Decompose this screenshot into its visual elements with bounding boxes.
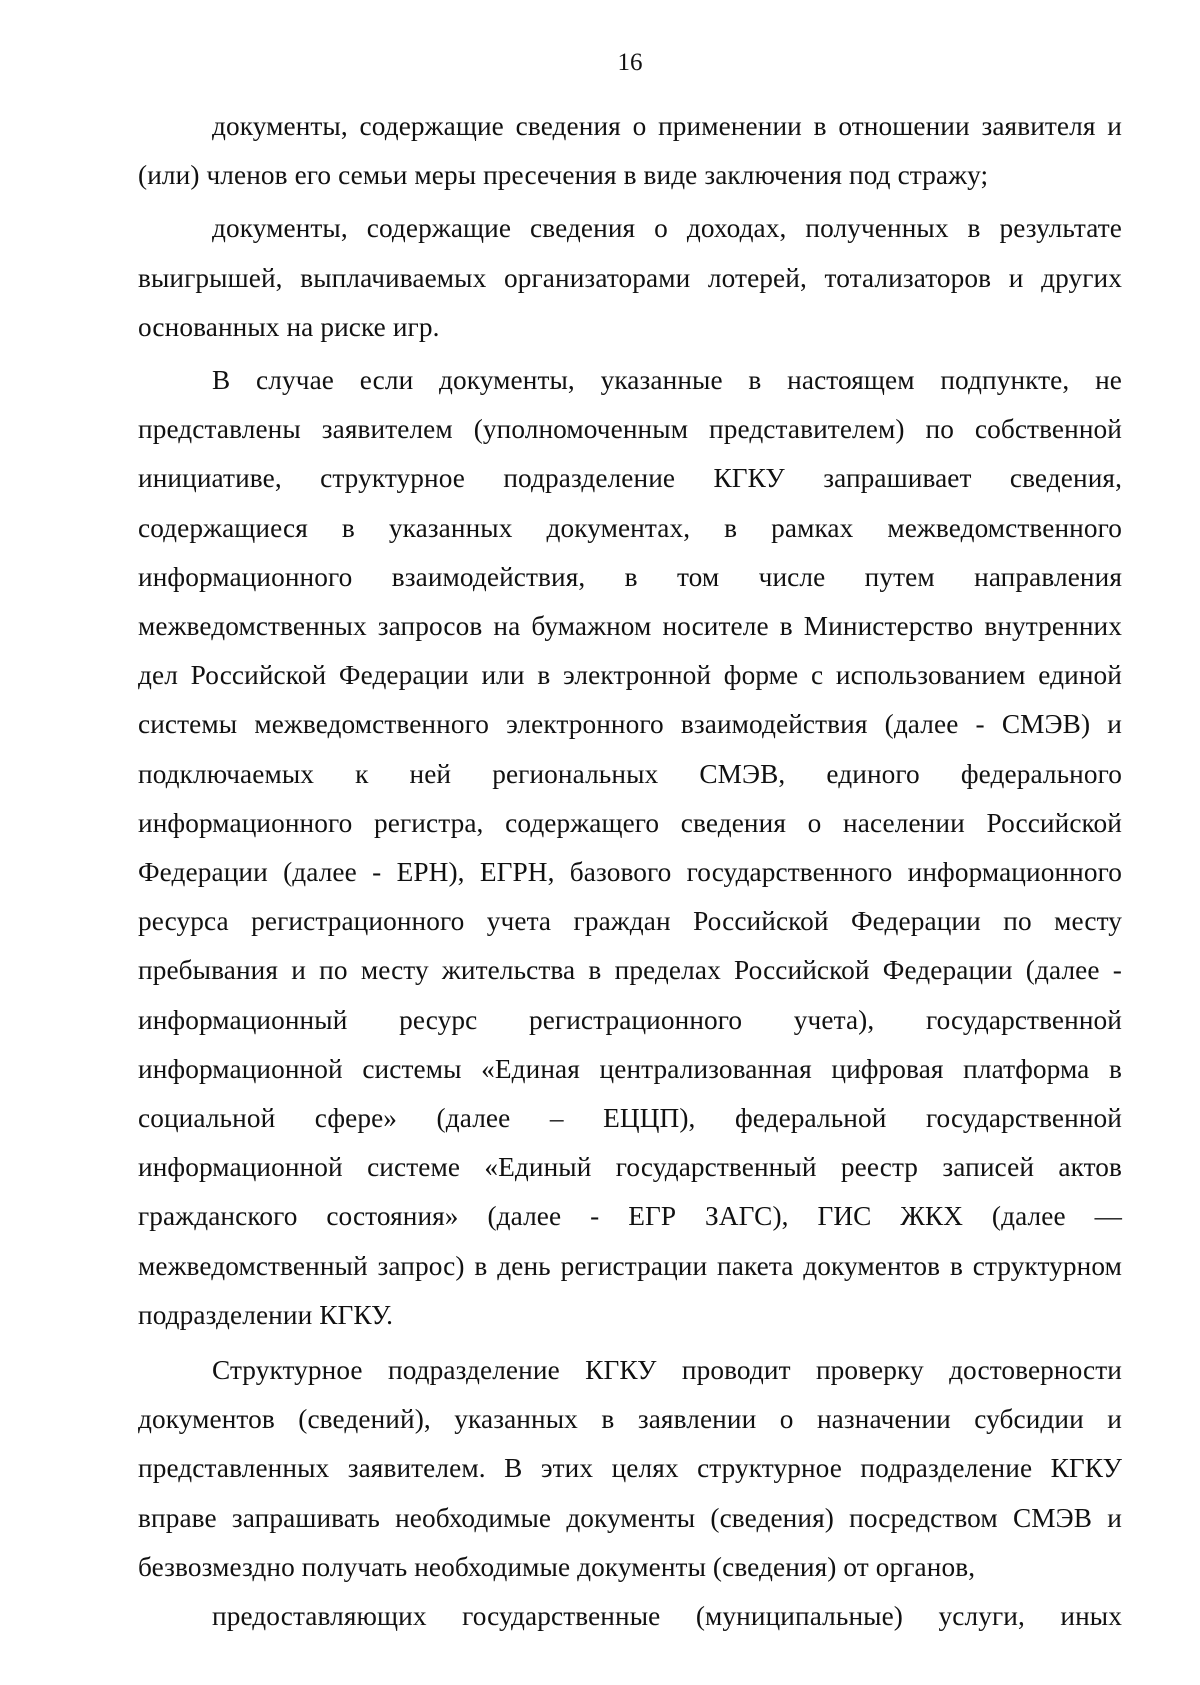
- paragraph-verification-final-line: предоставляющих государственные (муниципальные) услуги, иных: [212, 1601, 1122, 1632]
- paragraph-interagency-request: В случае если документы, указанные в настоящем подпункте, не представлены заявителем (уполномоченным представителем) по собственной инициативе, структурное подразделение КГКУ запрашивает сведения, содержащиеся в указанных документах, в рамках межведомственного информационного взаимодействия, в том числе путем направления межведомственных запросов на бумажном носителе в Министерство внутренних дел Российской Федерации или в электронной форме с использованием единой системы межведомственного электронного взаимодействия (далее - СМЭВ) и подключаемых к ней региональных СМЭВ, единого федерального информационного регистра, содержащего сведения о населении Российской Федерации (далее - ЕРН), ЕГРН, базового государственного информационного ресурса регистрационного учета граждан Российской Федерации по месту пребывания и по месту жительства в пределах Российской Федерации (далее - информационный ресурс регистрационного учета), государственной информационной системы «Единая централизованная цифровая платформа в социальной сфере» (далее – ЕЦЦП), федеральной государственной информационной системе «Единый государственный реестр записей актов гражданского состояния» (далее - ЕГР ЗАГС), ГИС ЖКХ (далее — межведомственный запрос) в день регистрации пакета документов в структурном подразделении КГКУ.: [138, 365, 1122, 1330]
- paragraph-verification-body: Структурное подразделение КГКУ проводит проверку достоверности документов (сведений), указанных в заявлении о назначении субсидии и представленных заявителем. В этих целях структурное подразделение КГКУ вправе запрашивать необходимые документы (сведения) посредством СМЭВ и безвозмездно получать необходимые документы (сведения) от органов,: [138, 1355, 1122, 1582]
- paragraph-lottery-income-documents: документы, содержащие сведения о доходах, полученных в результате выигрышей, выплачиваемых организаторами лотерей, тотализаторов и других основанных на риске игр.: [138, 213, 1122, 342]
- page-number: 16: [617, 49, 643, 76]
- document-body: [138, 102, 1122, 1641]
- paragraph-detention-documents: документы, содержащие сведения о применении в отношении заявителя и (или) членов его семьи меры пресечения в виде заключения под стражу;: [138, 111, 1122, 191]
- paragraph-verification: [138, 1346, 1122, 1641]
